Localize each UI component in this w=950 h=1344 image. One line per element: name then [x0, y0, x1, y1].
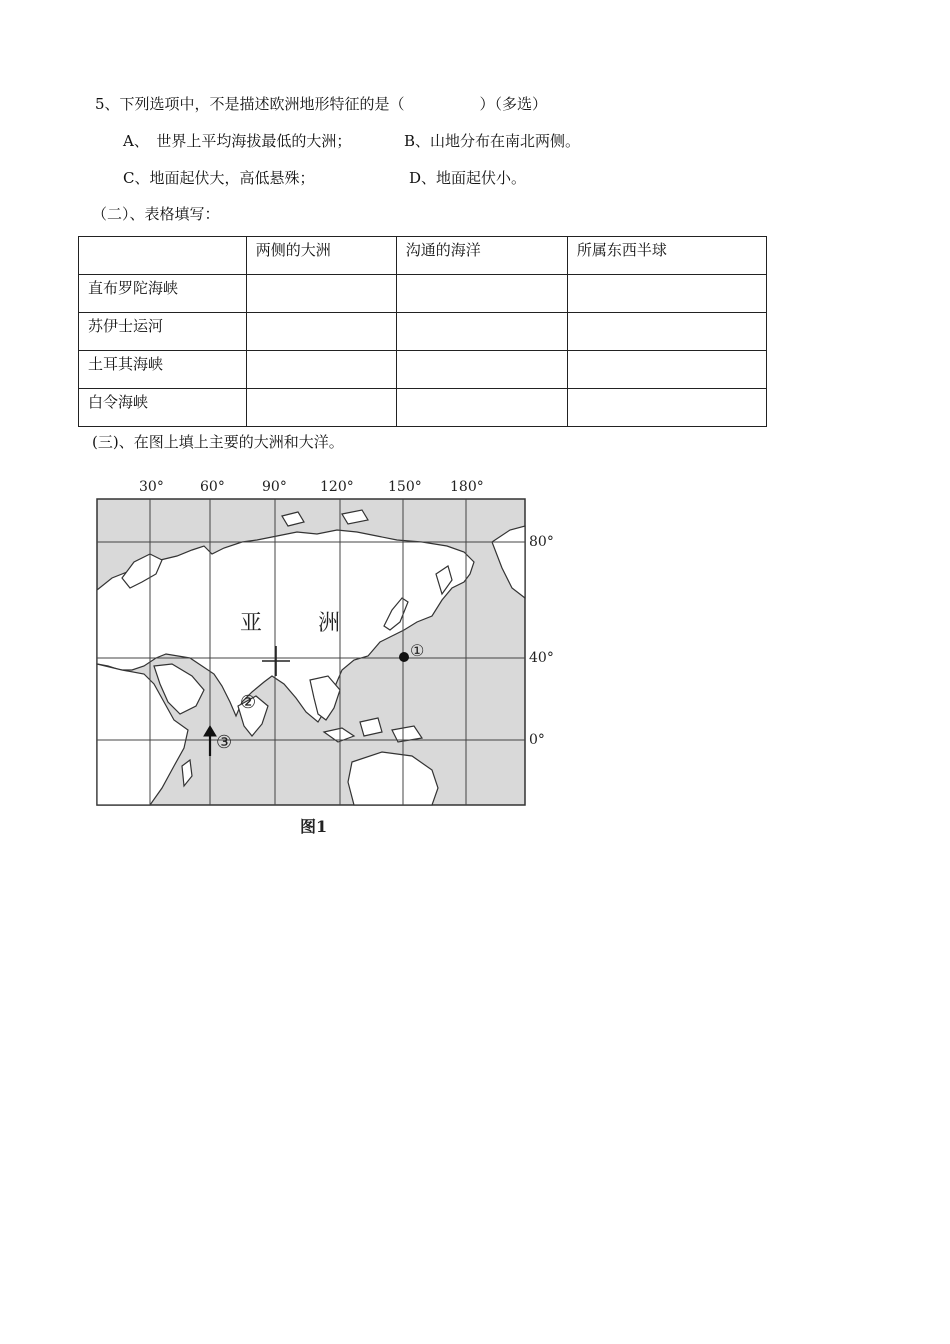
section2-title: （二）、表格填写：	[92, 205, 220, 223]
table-row	[79, 313, 767, 351]
row-label: 土耳其海峡	[79, 351, 247, 389]
table-header-cell: 沟通的海洋	[396, 237, 567, 275]
marker-2: ②	[240, 692, 257, 713]
answer-cell[interactable]	[396, 389, 567, 427]
table-row	[79, 351, 767, 389]
fill-in-table	[78, 236, 767, 427]
table-header-cell	[79, 237, 247, 275]
answer-cell[interactable]	[396, 313, 567, 351]
row-label: 白令海峡	[79, 389, 247, 427]
answer-cell[interactable]	[246, 389, 396, 427]
section3-title: (三)、在图上填上主要的大洲和大洋。	[92, 433, 344, 451]
lon-label: 120°	[320, 479, 354, 495]
lon-label: 30°	[139, 479, 164, 495]
answer-cell[interactable]	[396, 351, 567, 389]
lon-label: 90°	[262, 479, 287, 495]
marker-3: ③	[216, 732, 233, 753]
asia-map	[92, 470, 562, 840]
table-row	[79, 275, 767, 313]
table-header-cell: 所属东西半球	[567, 237, 766, 275]
answer-cell[interactable]	[567, 389, 766, 427]
question-stem: 5、下列选项中，不是描述欧洲地形特征的是（ ）（多选）	[95, 95, 548, 113]
option-a: A、 世界上平均海拔最低的大洲；	[123, 132, 352, 150]
lon-label: 60°	[200, 479, 225, 495]
answer-cell[interactable]	[567, 313, 766, 351]
marker-dot	[399, 652, 409, 662]
lon-label: 150°	[388, 479, 422, 495]
continent-label-asia-1: 亚	[240, 611, 263, 636]
map-caption: 图1	[300, 817, 328, 836]
answer-cell[interactable]	[396, 275, 567, 313]
answer-cell[interactable]	[567, 275, 766, 313]
table-header-row	[79, 237, 767, 275]
option-c: C、地面起伏大，高低悬殊；	[123, 169, 315, 187]
lat-label: 80°	[529, 534, 554, 550]
marker-1: ①	[410, 641, 425, 660]
table-row	[79, 389, 767, 427]
answer-cell[interactable]	[246, 275, 396, 313]
answer-cell[interactable]	[246, 313, 396, 351]
row-label: 直布罗陀海峡	[79, 275, 247, 313]
option-d: D、地面起伏小。	[409, 169, 527, 187]
continent-label-asia-2: 洲	[318, 611, 341, 636]
answer-cell[interactable]	[567, 351, 766, 389]
lat-label: 0°	[529, 732, 545, 748]
row-label: 苏伊士运河	[79, 313, 247, 351]
asia-map-figure	[92, 470, 562, 840]
table-header-cell: 两侧的大洲	[246, 237, 396, 275]
island	[360, 718, 382, 736]
answer-cell[interactable]	[246, 351, 396, 389]
lon-label: 180°	[450, 479, 484, 495]
option-b: B、山地分布在南北两侧。	[404, 132, 581, 150]
lat-label: 40°	[529, 650, 554, 666]
